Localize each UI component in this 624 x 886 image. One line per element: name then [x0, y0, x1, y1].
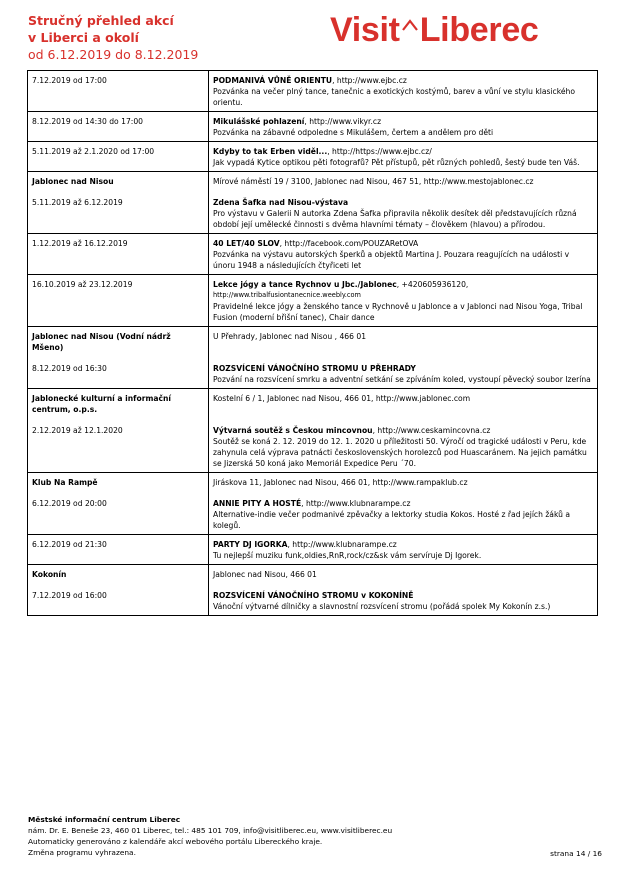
event-info: [209, 172, 598, 234]
event-link[interactable]: , http://facebook.com/POUZARetOVA: [279, 239, 419, 248]
venue-name: Jablonec nad Nisou (Vodní nádrž Mšeno): [32, 332, 171, 352]
event-date: 5.11.2019 až 2.1.2020 od 17:00: [28, 142, 209, 172]
logo-word-visit: Visit: [330, 11, 400, 49]
event-date: 7.12.2019 od 16:00: [32, 591, 107, 600]
event-description: Pozvánka na zábavné odpoledne s Mikulášem, čertem a andělem pro děti: [213, 128, 494, 137]
event-date: 7.12.2019 od 17:00: [28, 71, 209, 112]
event-row: [28, 535, 598, 565]
event-row: [28, 275, 598, 327]
event-description: Pozvánka na večer plný tance, tanečnic a exotických kostýmů, barev a vůní ve stylu klasického orientu.: [213, 87, 575, 107]
event-info: [209, 234, 598, 275]
event-link[interactable]: http://www.tribalfusiontanecnice.weebly.com: [213, 291, 361, 299]
event-description: Alternative-indie večer podmanivé zpěvačky a lektorky studia Kokos. Hosté z řad jejích žáků a kolegů.: [213, 510, 571, 530]
venue-row: [28, 389, 598, 473]
venue-cell: [28, 327, 209, 389]
footer-change-note: Změna programu vyhrazena.: [28, 848, 136, 857]
event-description: Pozvání na rozsvícení smrku a adventní setkání se zpíváním koled, vystoupí pěvecký soubor Izerína: [213, 375, 591, 384]
venue-row: [28, 565, 598, 616]
venue-address: Jiráskova 11, Jablonec nad Nisou, 466 01, http://www.rampaklub.cz: [213, 478, 468, 487]
event-info: [209, 473, 598, 535]
venue-cell: [28, 172, 209, 234]
event-title: 40 LET/40 SLOV: [213, 239, 280, 248]
event-row: [28, 234, 598, 275]
event-description: Soutěž se koná 2. 12. 2019 do 12. 1. 2020 u příležitosti 50. Výročí od tragické události v Peru, kde zahynula celá výprava patnácti československých horolezců pod Huascaránem. Na jejich památku se Jizerská 50 koná jako Memoriál Expedice Peru ´70.: [213, 437, 587, 468]
event-description: Jak vypadá Kytice optikou pěti fotografů? Pět přístupů, pět různých pohledů, šestý bude ten Váš.: [213, 158, 580, 167]
venue-cell: [28, 565, 209, 616]
event-info: [209, 275, 598, 327]
event-description: Pozvánka na výstavu autorských šperků a objektů Martina J. Pouzara reagujících na události v únoru 1948 a následujících čtyřiceti let: [213, 250, 570, 270]
footer-address: nám. Dr. E. Beneše 23, 460 01 Liberec, tel.: 485 101 709, info@visitliberec.eu, www.visitliberec.eu: [28, 826, 393, 835]
event-link[interactable]: , http://https://www.ejbc.cz/: [327, 147, 432, 156]
event-title: Mikulášské pohlazení: [213, 117, 305, 126]
event-title: ANNIE PITY A HOSTÉ: [213, 499, 302, 508]
footer: [28, 814, 392, 858]
event-title: ROZSVÍCENÍ VÁNOČNÍHO STROMU U PŘEHRADY: [213, 364, 416, 373]
page-number: strana 14 / 16: [550, 849, 602, 858]
event-info: [209, 142, 598, 172]
event-info: [209, 565, 598, 616]
event-row: [28, 142, 598, 172]
event-info: [209, 71, 598, 112]
title-line-2: v Liberci a okolí: [28, 30, 139, 45]
venue-address: Mírové náměstí 19 / 3100, Jablonec nad Nisou, 467 51, http://www.mestojablonec.cz: [213, 177, 534, 186]
event-row: [28, 71, 598, 112]
event-date: 8.12.2019 od 16:30: [32, 364, 107, 373]
event-date: 6.12.2019 od 21:30: [28, 535, 209, 565]
venue-address: U Přehrady, Jablonec nad Nisou , 466 01: [213, 332, 367, 341]
event-title: PODMANIVÁ VŮNĚ ORIENTU: [213, 76, 333, 85]
event-phone: , +420605936120,: [396, 280, 469, 289]
event-title: Zdena Šafka nad Nisou-výstava: [213, 198, 349, 207]
visit-liberec-logo: [330, 10, 539, 50]
event-date: 5.11.2019 až 6.12.2019: [32, 198, 123, 207]
date-range: od 6.12.2019 do 8.12.2019: [28, 47, 199, 62]
event-title: ROZSVÍCENÍ VÁNOČNÍHO STROMU v KOKONÍNĚ: [213, 591, 414, 600]
event-title: Lekce jógy a tance Rychnov u Jbc./Jablonec: [213, 280, 397, 289]
venue-name: Jablonecké kulturní a informační centrum, o.p.s.: [32, 394, 171, 414]
events-table: [27, 70, 598, 616]
event-title: Kdyby to tak Erben viděl...: [213, 147, 328, 156]
event-date: 1.12.2019 až 16.12.2019: [28, 234, 209, 275]
event-date: 16.10.2019 až 23.12.2019: [28, 275, 209, 327]
venue-address: Kostelní 6 / 1, Jablonec nad Nisou, 466 01, http://www.jablonec.com: [213, 394, 471, 403]
event-link[interactable]: , http://www.klubnarampe.cz: [287, 540, 397, 549]
event-link[interactable]: , http://www.vikyr.cz: [304, 117, 382, 126]
venue-cell: [28, 473, 209, 535]
venue-address: Jablonec nad Nisou, 466 01: [213, 570, 317, 579]
event-description: Pravidelné lekce jógy a ženského tance v Rychnově u Jablonce a v Jablonci nad Nisou Yoga, Tribal Fusion (moderní břišní tanec), Chair dance: [213, 302, 583, 322]
event-title: Výtvarná soutěž s Českou mincovnou: [213, 426, 373, 435]
event-description: Tu nejlepší muziku funk,oldies,RnR,rock/cz&sk vám servíruje Dj Igorek.: [213, 551, 482, 560]
event-row: [28, 112, 598, 142]
venue-row: [28, 172, 598, 234]
event-info: [209, 327, 598, 389]
event-link[interactable]: , http://www.ejbc.cz: [332, 76, 407, 85]
event-info: [209, 112, 598, 142]
event-title: PARTY DJ IGORKA: [213, 540, 288, 549]
logo-word-liberec: Liberec: [419, 11, 539, 49]
venue-row: [28, 327, 598, 389]
event-date: 8.12.2019 od 14:30 do 17:00: [28, 112, 209, 142]
venue-cell: [28, 389, 209, 473]
logo-caret-icon: [400, 10, 420, 50]
event-info: [209, 535, 598, 565]
event-description: Vánoční výtvarné dílničky a slavnostní rozsvícení stromu (pořádá spolek My Kokonín z.s.): [213, 602, 551, 611]
event-info: [209, 389, 598, 473]
event-link[interactable]: , http://www.ceskamincovna.cz: [372, 426, 491, 435]
event-link[interactable]: , http://www.klubnarampe.cz: [301, 499, 411, 508]
venue-name: Kokonín: [32, 570, 67, 579]
venue-name: Jablonec nad Nisou: [32, 177, 114, 186]
event-date: 2.12.2019 až 12.1.2020: [32, 426, 123, 435]
footer-organization: Městské informační centrum Liberec: [28, 815, 181, 824]
document-title: [28, 12, 198, 63]
footer-auto-note: Automaticky generováno z kalendáře akcí webového portálu Libereckého kraje.: [28, 837, 323, 846]
event-date: 6.12.2019 od 20:00: [32, 499, 107, 508]
title-line-1: Stručný přehled akcí: [28, 13, 174, 28]
venue-name: Klub Na Rampě: [32, 478, 98, 487]
event-description: Pro výstavu v Galerii N autorka Zdena Šafka připravila několik desítek děl představujících různá období její umělecké činnosti s dvěma hlavními tématy – člověkem (hlavou) a přírodou.: [213, 209, 577, 229]
venue-row: [28, 473, 598, 535]
